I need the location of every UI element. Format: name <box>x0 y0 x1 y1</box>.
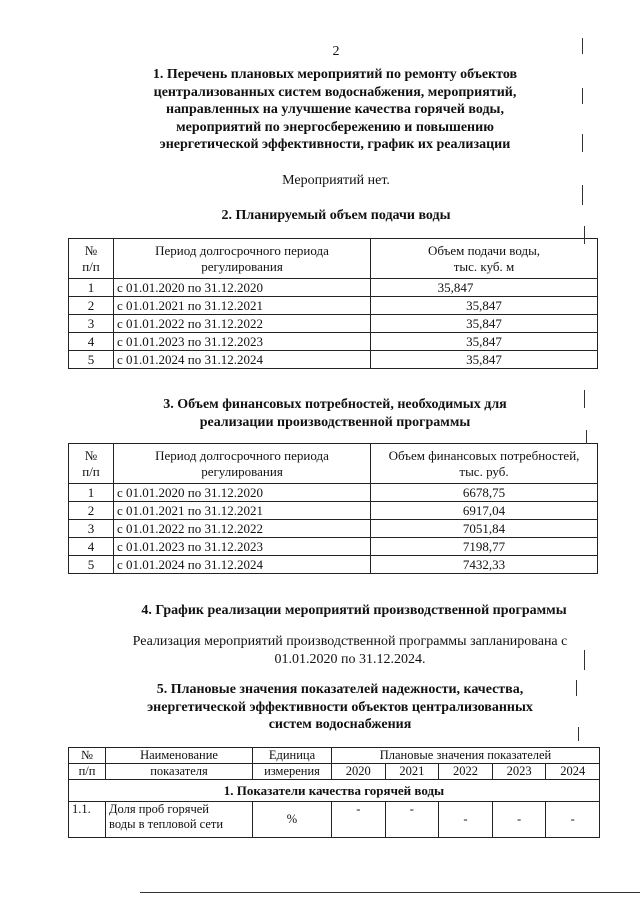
section3-title-line: реализации производственной программы <box>199 414 471 430</box>
table-header-row <box>69 239 598 279</box>
header-value-top: Объем подачи воды, <box>427 242 541 258</box>
header-period-bottom: регулирования <box>201 463 283 479</box>
scan-mark <box>582 185 583 205</box>
table-row <box>69 297 598 315</box>
group-label: 1. Показатели качества горячей воды <box>69 780 600 802</box>
water-supply-table <box>68 238 598 369</box>
row-period: с 01.01.2022 по 31.12.2022 <box>114 315 371 333</box>
section4-text-line: 01.01.2020 по 31.12.2024. <box>274 652 426 667</box>
row-num: 3 <box>69 520 114 538</box>
section2-title: 2. Планируемый объем подачи воды <box>221 208 451 223</box>
table-row <box>69 315 598 333</box>
scan-mark <box>578 727 579 741</box>
section3-title-line: 3. Объем финансовых потребностей, необходимых для <box>163 397 507 412</box>
scan-mark <box>584 390 585 408</box>
row-unit: % <box>253 802 332 838</box>
section1-title-line: энергетической эффективности, график их реализации <box>159 137 511 152</box>
header-period-top: Период долгосрочного периода <box>155 447 329 463</box>
section1-title-line: направленных на улучшение качества горячей воды, <box>166 102 504 117</box>
table-row <box>69 556 598 574</box>
header-num-bottom: п/п <box>69 764 106 780</box>
row-num: 4 <box>69 333 114 351</box>
table-row <box>69 333 598 351</box>
row-num: 5 <box>69 351 114 369</box>
row-num: 3 <box>69 315 114 333</box>
row-value: 35,847 <box>371 297 598 315</box>
table-header-row <box>69 748 600 764</box>
header-num-top: № <box>69 748 106 764</box>
row-num: 1 <box>69 484 114 502</box>
header-num-bottom: п/п <box>82 258 100 274</box>
table-row <box>69 538 598 556</box>
row-value: 35,847 <box>371 333 598 351</box>
section5-title-line: 5. Плановые значения показателей надежности, качества, <box>156 682 524 697</box>
row-value: 6678,75 <box>371 484 598 502</box>
header-period <box>114 239 371 279</box>
header-period-bottom: регулирования <box>201 258 283 274</box>
row-value: 35,847 <box>371 279 598 297</box>
scan-mark <box>584 650 585 670</box>
scan-mark <box>582 38 583 54</box>
section5-title <box>110 681 570 734</box>
row-period: с 01.01.2021 по 31.12.2021 <box>114 502 371 520</box>
scan-mark <box>584 226 585 244</box>
section4-text <box>110 633 590 669</box>
row-value: - <box>439 802 493 838</box>
section1-title-line: мероприятий по энергосбережению и повышению <box>176 119 494 135</box>
table-row <box>69 502 598 520</box>
header-value-top: Объем финансовых потребностей, <box>388 447 580 463</box>
row-num: 2 <box>69 502 114 520</box>
header-year: 2022 <box>439 764 493 780</box>
row-value: 6917,04 <box>371 502 598 520</box>
row-value: - <box>492 802 546 838</box>
page-number: 2 <box>332 44 340 59</box>
row-num: 4 <box>69 538 114 556</box>
header-name-bottom: показателя <box>106 764 253 780</box>
row-num: 1 <box>69 279 114 297</box>
section3-title <box>100 396 570 431</box>
scan-mark <box>586 430 587 444</box>
row-value: 35,847 <box>371 351 598 369</box>
row-period: с 01.01.2021 по 31.12.2021 <box>114 297 371 315</box>
table-group-row <box>69 780 600 802</box>
header-num-top: № <box>84 447 98 463</box>
header-period <box>114 444 371 484</box>
table-row <box>69 279 598 297</box>
header-value <box>371 444 598 484</box>
section1-text: Мероприятий нет. <box>282 173 390 188</box>
header-num-top: № <box>84 242 98 258</box>
header-unit-bottom: измерения <box>253 764 332 780</box>
row-period: с 01.01.2024 по 31.12.2024 <box>114 351 371 369</box>
section1-title-line: 1. Перечень плановых мероприятий по ремонту объектов <box>152 67 518 82</box>
row-period: с 01.01.2022 по 31.12.2022 <box>114 520 371 538</box>
row-name-line: воды в тепловой сети <box>109 817 224 831</box>
table-row <box>69 351 598 369</box>
financial-needs-table <box>68 443 598 574</box>
header-period-top: Период долгосрочного периода <box>155 242 329 258</box>
table-row <box>69 802 600 838</box>
scan-mark <box>576 680 577 696</box>
header-year: 2021 <box>385 764 439 780</box>
section4-title: 4. График реализации мероприятий производственной программы <box>141 603 567 618</box>
row-name-line: Доля проб горячей <box>109 802 209 816</box>
section4-text-line: Реализация мероприятий производственной программы запланирована с <box>132 634 568 649</box>
section5-title-line: систем водоснабжения <box>268 717 412 732</box>
row-period: с 01.01.2020 по 31.12.2020 <box>114 279 371 297</box>
row-value: - <box>385 802 439 838</box>
row-period: с 01.01.2023 по 31.12.2023 <box>114 333 371 351</box>
row-value: 7051,84 <box>371 520 598 538</box>
row-value: - <box>332 802 386 838</box>
row-num: 2 <box>69 297 114 315</box>
section1-title <box>100 66 570 154</box>
row-value: - <box>546 802 600 838</box>
header-year: 2020 <box>332 764 386 780</box>
header-unit-top: Единица <box>253 748 332 764</box>
header-name-top: Наименование <box>106 748 253 764</box>
header-year: 2024 <box>546 764 600 780</box>
scan-line <box>140 892 640 893</box>
header-value <box>371 239 598 279</box>
table-row <box>69 484 598 502</box>
row-value: 7432,33 <box>371 556 598 574</box>
table-header-row <box>69 764 600 780</box>
header-num <box>69 239 114 279</box>
table-row <box>69 520 598 538</box>
header-year: 2023 <box>492 764 546 780</box>
section5-title-line: энергетической эффективности объектов централизованных <box>147 699 533 715</box>
table-header-row <box>69 444 598 484</box>
header-value-bottom: тыс. куб. м <box>453 258 515 274</box>
indicators-table <box>68 747 600 838</box>
header-plan: Плановые значения показателей <box>332 748 600 764</box>
section1-title-line: централизованных систем водоснабжения, мероприятий, <box>153 84 517 100</box>
row-name <box>106 802 253 838</box>
scan-mark <box>582 134 583 152</box>
row-period: с 01.01.2024 по 31.12.2024 <box>114 556 371 574</box>
row-num: 5 <box>69 556 114 574</box>
row-value: 35,847 <box>371 315 598 333</box>
header-num-bottom: п/п <box>82 463 100 479</box>
header-value-bottom: тыс. руб. <box>459 463 509 479</box>
scan-mark <box>582 88 583 104</box>
row-period: с 01.01.2020 по 31.12.2020 <box>114 484 371 502</box>
header-num <box>69 444 114 484</box>
row-num: 1.1. <box>69 802 106 838</box>
row-value: 7198,77 <box>371 538 598 556</box>
row-period: с 01.01.2023 по 31.12.2023 <box>114 538 371 556</box>
